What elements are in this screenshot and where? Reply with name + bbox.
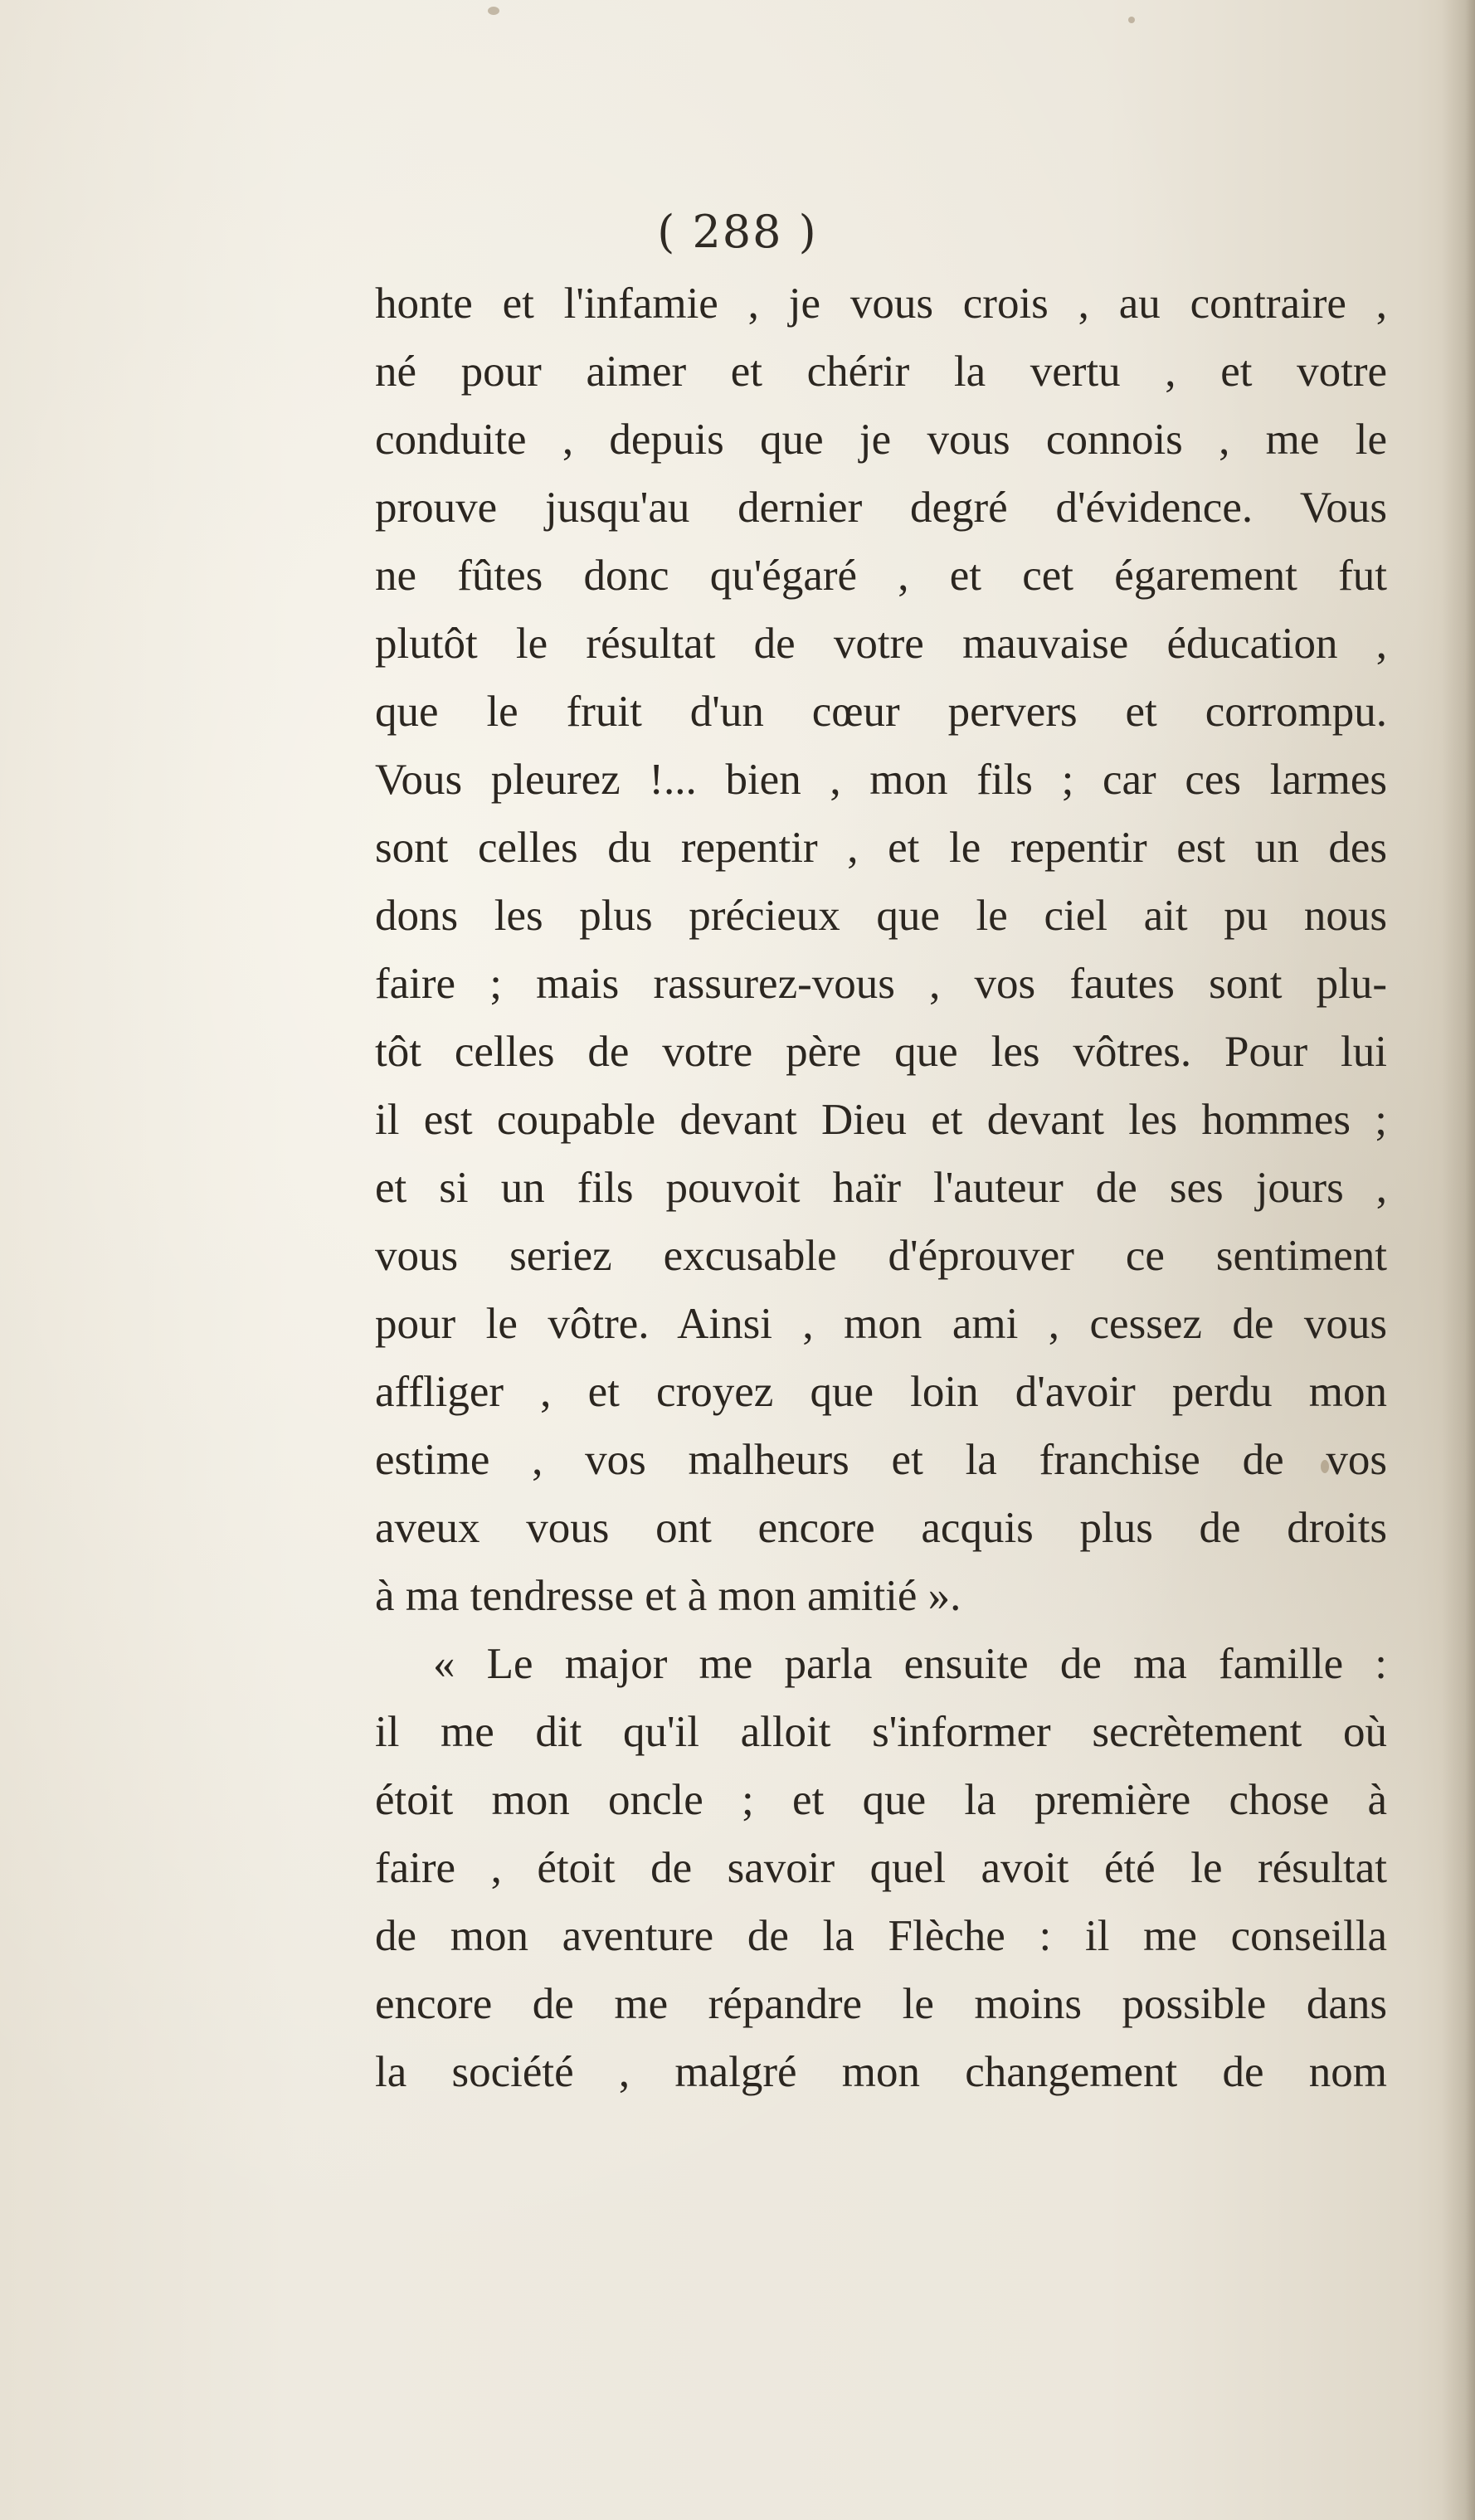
text-line: conduite , depuis que je vous connois , me le [375,416,1387,464]
page-number: ( 288 ) [657,206,818,258]
text-line: pour le vôtre. Ainsi , mon ami , cessez de vous [375,1300,1387,1348]
text-line: il me dit qu'il alloit s'informer secrètement où [375,1708,1387,1756]
text-line: né pour aimer et chérir la vertu , et votre [375,348,1387,396]
text-line: prouve jusqu'au dernier degré d'évidence. Vous [375,484,1387,532]
text-line: la société , malgré mon changement de nom [375,2048,1387,2096]
text-line: ne fûtes donc qu'égaré , et cet égarement fut [375,552,1387,600]
text-line: affliger , et croyez que loin d'avoir perdu mon [375,1368,1387,1416]
text-line: et si un fils pouvoit haïr l'auteur de ses jours , [375,1164,1387,1212]
text-line: encore de me répandre le moins possible dans [375,1980,1387,2028]
text-line: plutôt le résultat de votre mauvaise éducation , [375,620,1387,668]
page-edge-shadow [1442,0,1475,2520]
text-line: Vous pleurez !... bien , mon fils ; car ces larmes [375,756,1387,804]
text-line: dons les plus précieux que le ciel ait pu nous [375,892,1387,940]
text-line: honte et l'infamie , je vous crois , au contraire , [375,280,1387,328]
text-line: il est coupable devant Dieu et devant les hommes ; [375,1096,1387,1144]
text-line: de mon aventure de la Flèche : il me conseilla [375,1912,1387,1960]
text-line: faire ; mais rassurez-vous , vos fautes sont plu- [375,960,1387,1008]
text-line: sont celles du repentir , et le repentir est un des [375,824,1387,872]
text-line: que le fruit d'un cœur pervers et corrompu. [375,688,1387,736]
text-line: vous seriez excusable d'éprouver ce sentiment [375,1232,1387,1280]
text-line: tôt celles de votre père que les vôtres. Pour lui [375,1028,1387,1076]
text-line: étoit mon oncle ; et que la première chose à [375,1776,1387,1824]
text-line: estime , vos malheurs et la franchise de vos [375,1436,1387,1484]
text-line: à ma tendresse et à mon amitié ». [375,1572,961,1620]
text-line: « Le major me parla ensuite de ma famille : [433,1640,1387,1688]
text-line: aveux vous ont encore acquis plus de droits [375,1504,1387,1552]
foxing-spot [488,7,499,15]
foxing-spot [1128,17,1135,23]
text-line: faire , étoit de savoir quel avoit été le résultat [375,1844,1387,1892]
body-text [375,270,1387,2106]
